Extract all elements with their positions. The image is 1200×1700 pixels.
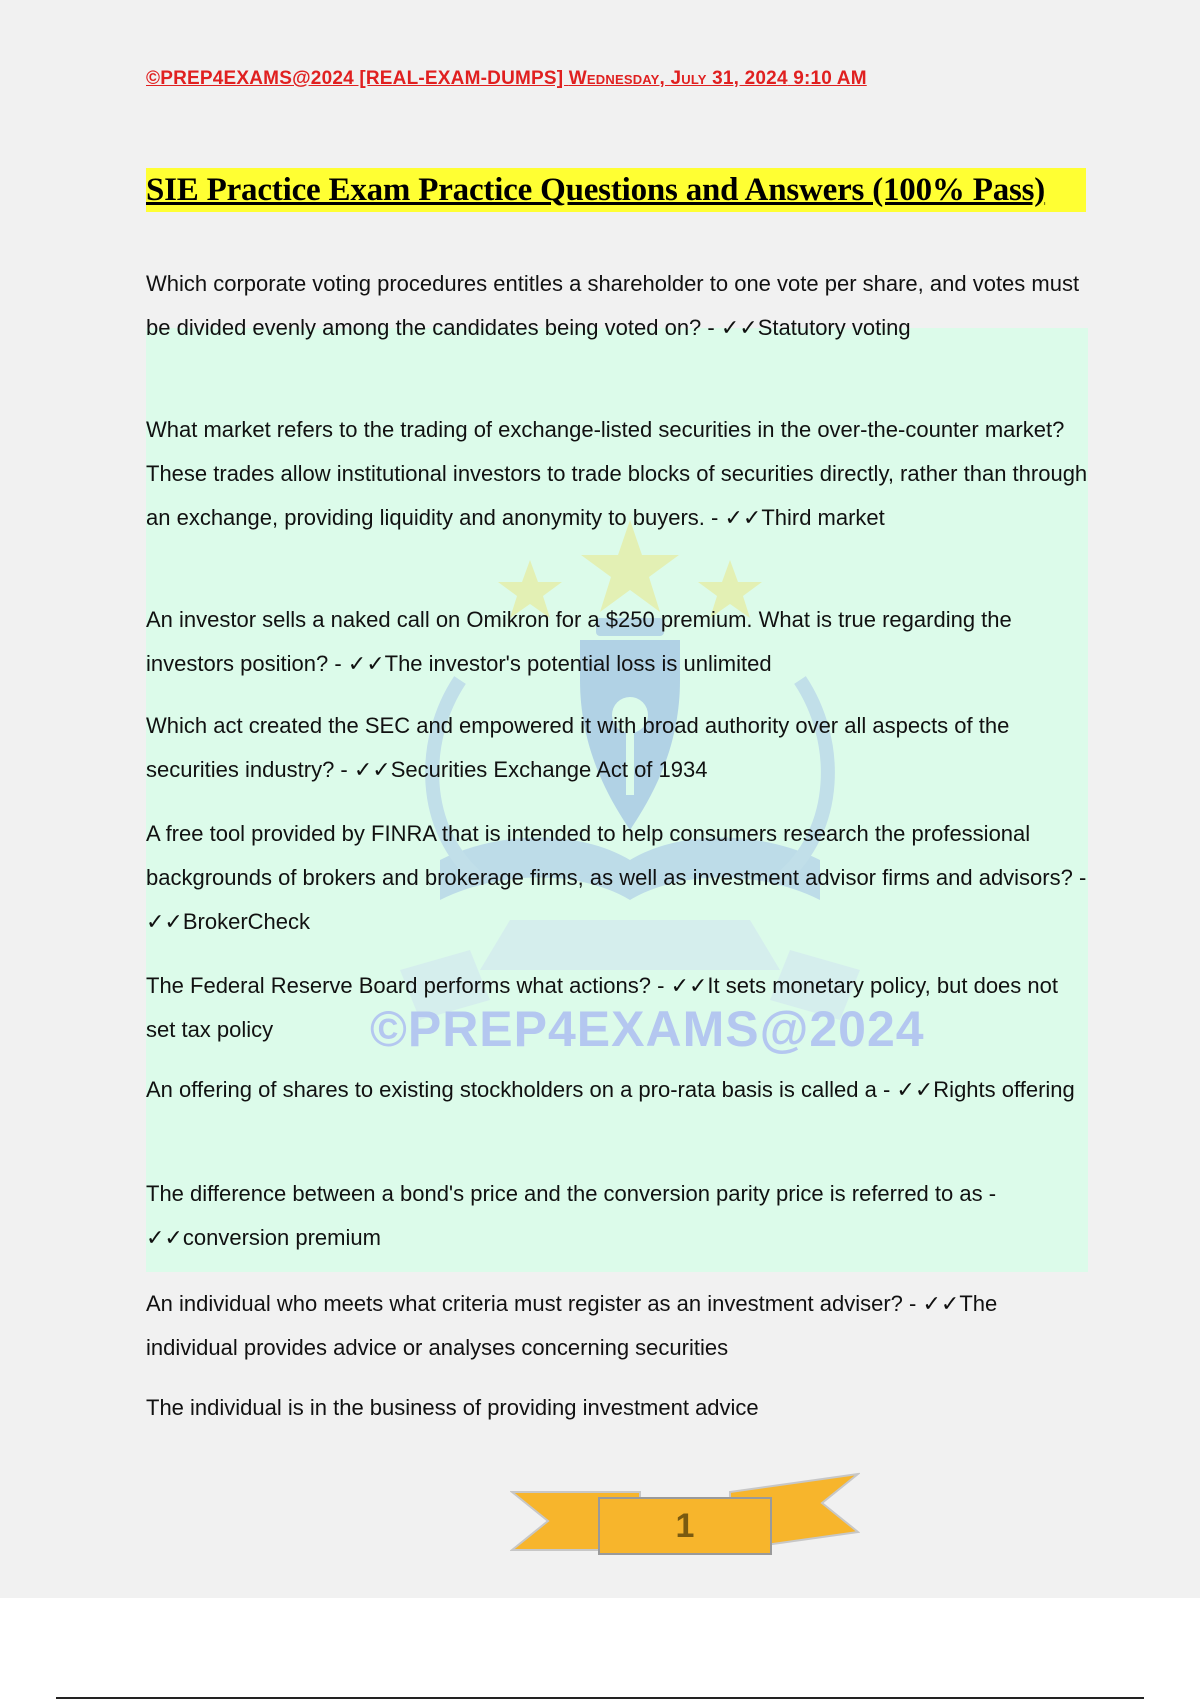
- qa-item-7: An offering of shares to existing stockholders on a pro-rata basis is called a - ✓✓Rights offering: [146, 1077, 1075, 1102]
- qa-item-1: Which corporate voting procedures entitles a shareholder to one vote per share, and votes must be divided evenly among the candidates being voted on? - ✓✓Statutory voting: [146, 271, 1080, 340]
- bottom-divider: [56, 1697, 1144, 1699]
- qa-item-4: Which act created the SEC and empowered it with broad authority over all aspects of the securities industry? - ✓✓Securities Exchange Act of 1934: [146, 713, 1010, 782]
- header-brand: ©PREP4EXAMS@2024 [REAL-EXAM-DUMPS]: [146, 68, 569, 89]
- qa-item-8: The difference between a bond's price and the conversion parity price is referred to as - ✓✓conversion premium: [146, 1181, 997, 1250]
- qa-item-5: A free tool provided by FINRA that is intended to help consumers research the professional backgrounds of brokers and brokerage firms, as well as investment advisor firms and advisors? - ✓✓BrokerCheck: [146, 821, 1087, 934]
- header-line: [146, 68, 867, 90]
- header-date: Wednesday, July 31, 2024: [568, 68, 788, 89]
- page-number: 1: [675, 1507, 695, 1545]
- qa-item-3: An investor sells a naked call on Omikron for a $250 premium. What is true regarding the investors position? - ✓✓The investor's potential loss is unlimited: [146, 607, 1012, 676]
- title-highlight: [146, 168, 1086, 212]
- page-title: SIE Practice Exam Practice Questions and Answers (100% Pass): [146, 172, 1046, 208]
- qa-item-10: The individual is in the business of providing investment advice: [146, 1395, 759, 1420]
- header-time: 9:10 AM: [787, 68, 867, 89]
- qa-item-9: An individual who meets what criteria must register as an investment adviser? - ✓✓The individual provides advice or analyses concerning securities: [146, 1291, 998, 1360]
- qa-item-2: What market refers to the trading of exchange-listed securities in the over-the-counter market? These trades allow institutional investors to trade blocks of securities directly, rather than through an exchange, providing liquidity and anonymity to buyers. - ✓✓Third market: [146, 417, 1088, 530]
- qa-item-6: The Federal Reserve Board performs what actions? - ✓✓It sets monetary policy, but does not set tax policy: [146, 973, 1058, 1042]
- watermark-text: ©PREP4EXAMS@2024: [370, 1001, 925, 1057]
